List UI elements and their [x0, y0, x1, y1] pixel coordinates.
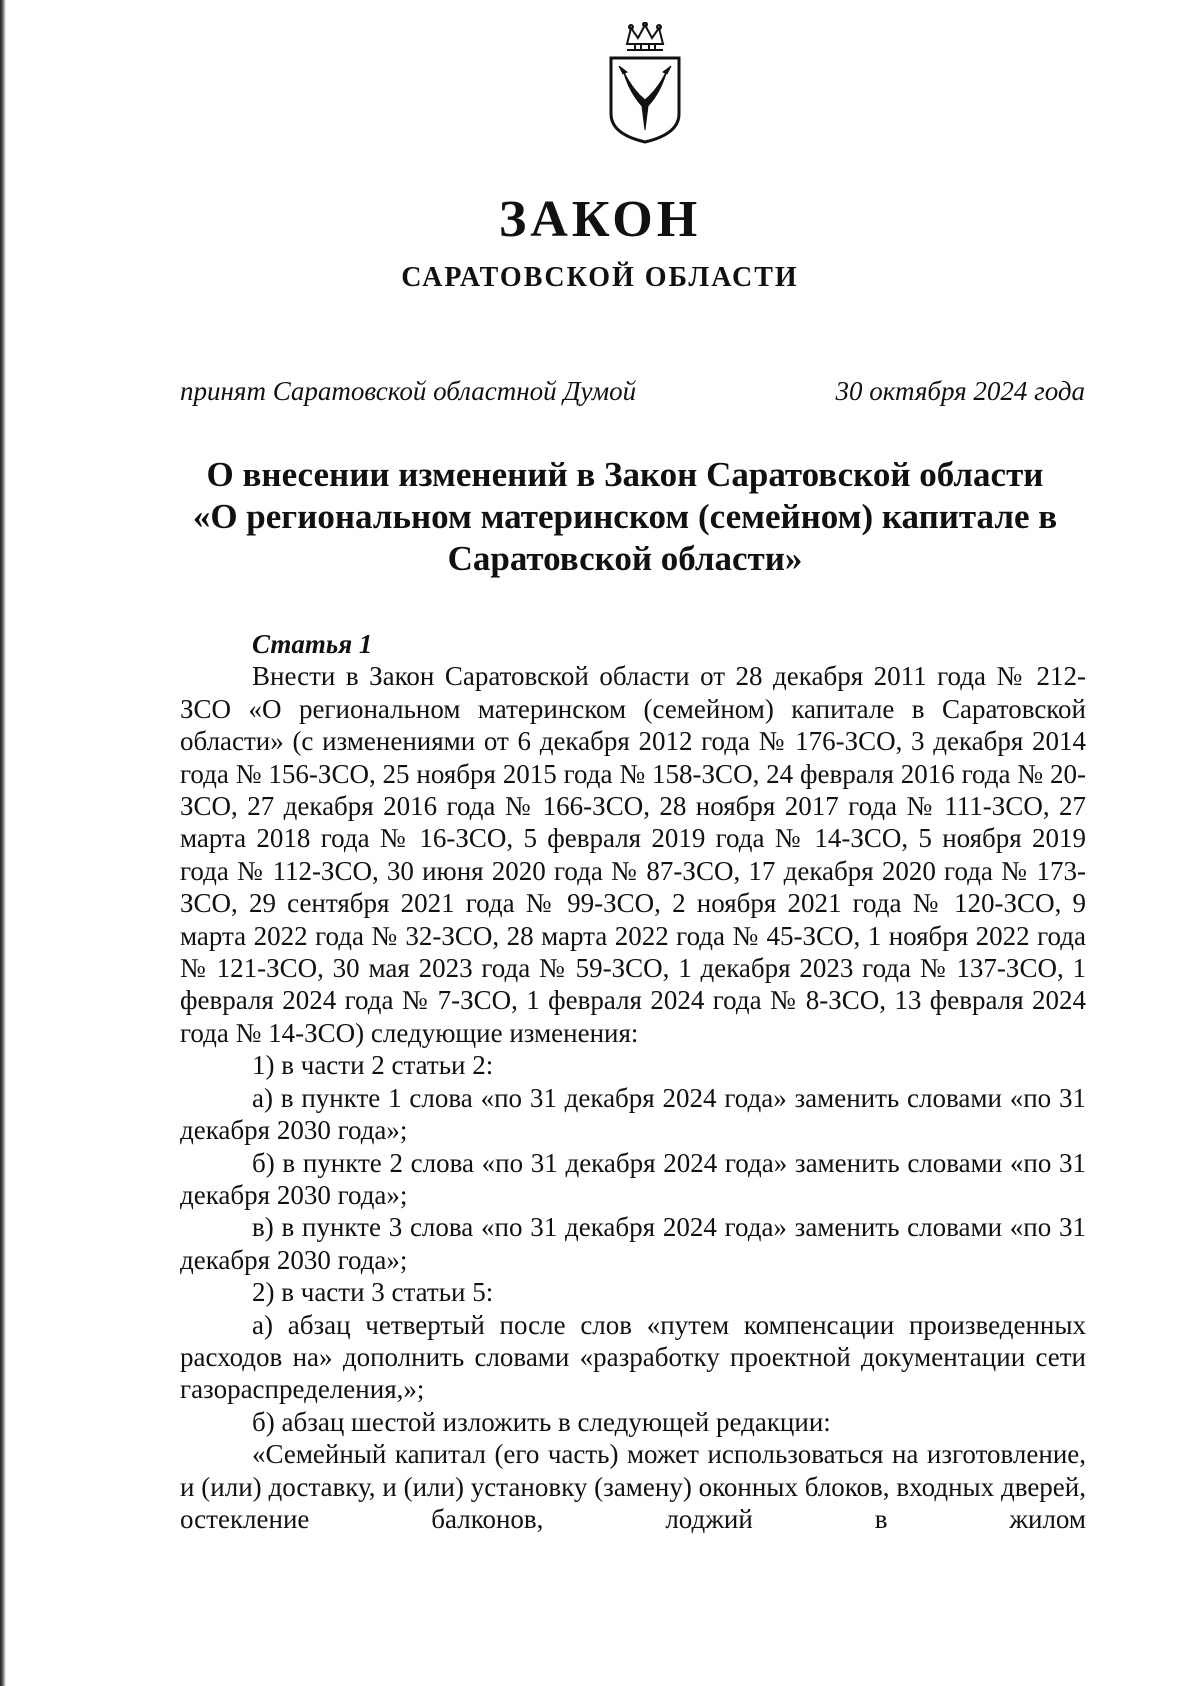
article-paragraph: «Семейный капитал (его часть) может использоваться на изготовление, и (или) доставку, и (или) установку (замену) оконных блоков, входных дверей, остекление балконов, лоджий в жилом — [180, 1439, 1086, 1534]
article-paragraph: 2) в части 3 статьи 5: — [252, 1277, 494, 1308]
article-1 — [180, 628, 1086, 1535]
article-paragraph: б) в пункте 2 слова «по 31 декабря 2024 года» заменить словами «по 31 декабря 2030 года»; — [180, 1147, 1086, 1210]
article-paragraph: а) абзац четвертый после слов «путем компенсации произведенных расходов на» дополнить словами «разработку проектной документации сети газораспределения,»; — [180, 1309, 1086, 1405]
article-paragraph: Внести в Закон Саратовской области от 28 декабря 2011 года № 212-ЗСО «О региональном материнском (семейном) капитале в Саратовской области» (с изменениями от 6 декабря 2012 года № 176-ЗСО, 3 декабря 2014 года № 156-ЗСО, 25 ноября 2015 года № 158-ЗСО, 24 февраля 2016 года № 20-ЗСО, 27 декабря 2016 года № 166-ЗСО, 28 ноября 2017 года № 111-ЗСО, 27 марта 2018 года № 16-ЗСО, 5 февраля 2019 года № 14-ЗСО, 5 ноября 2019 года № 112-ЗСО, 30 июня 2020 года № 87-ЗСО, 17 декабря 2020 года № 173-ЗСО, 29 сентября 2021 года № 99-ЗСО, 2 ноября 2021 года № 120-ЗСО, 9 марта 2022 года № 32-ЗСО, 28 марта 2022 года № 45-ЗСО, 1 ноября 2022 года № 121-ЗСО, 30 мая 2023 года № 59-ЗСО, 1 декабря 2023 года № 137-ЗСО, 1 февраля 2024 года № 7-ЗСО, 1 февраля 2024 года № 8-ЗСО, 13 февраля 2024 года № 14-ЗСО) следующие изменения: — [180, 661, 1086, 1048]
document-heading-line: «О региональном материнском (семейном) капитале в — [192, 497, 1058, 536]
document-heading-line: Саратовской области» — [447, 539, 803, 578]
article-paragraph: б) абзац шестой изложить в следующей редакции: — [252, 1406, 831, 1437]
document-heading — [150, 454, 1100, 580]
adoption-date: 30 октября 2024 года — [835, 376, 1085, 406]
law-title: ЗАКОН — [498, 191, 702, 248]
document-heading-line: О внесении изменений в Закон Саратовской области — [206, 455, 1044, 494]
region-title: САРАТОВСКОЙ ОБЛАСТИ — [401, 262, 799, 293]
coat-of-arms-icon — [605, 22, 685, 144]
article-paragraph: в) в пункте 3 слова «по 31 декабря 2024 года» заменить словами «по 31 декабря 2030 года»; — [180, 1212, 1086, 1275]
scan-edge — [0, 0, 6, 1686]
article-paragraph: 1) в части 2 статьи 2: — [252, 1050, 494, 1081]
adopted-by: принят Саратовской областной Думой — [180, 376, 637, 406]
article-heading: Статья 1 — [252, 629, 373, 659]
article-paragraph: а) в пункте 1 слова «по 31 декабря 2024 года» заменить словами «по 31 декабря 2030 года»; — [180, 1082, 1086, 1146]
